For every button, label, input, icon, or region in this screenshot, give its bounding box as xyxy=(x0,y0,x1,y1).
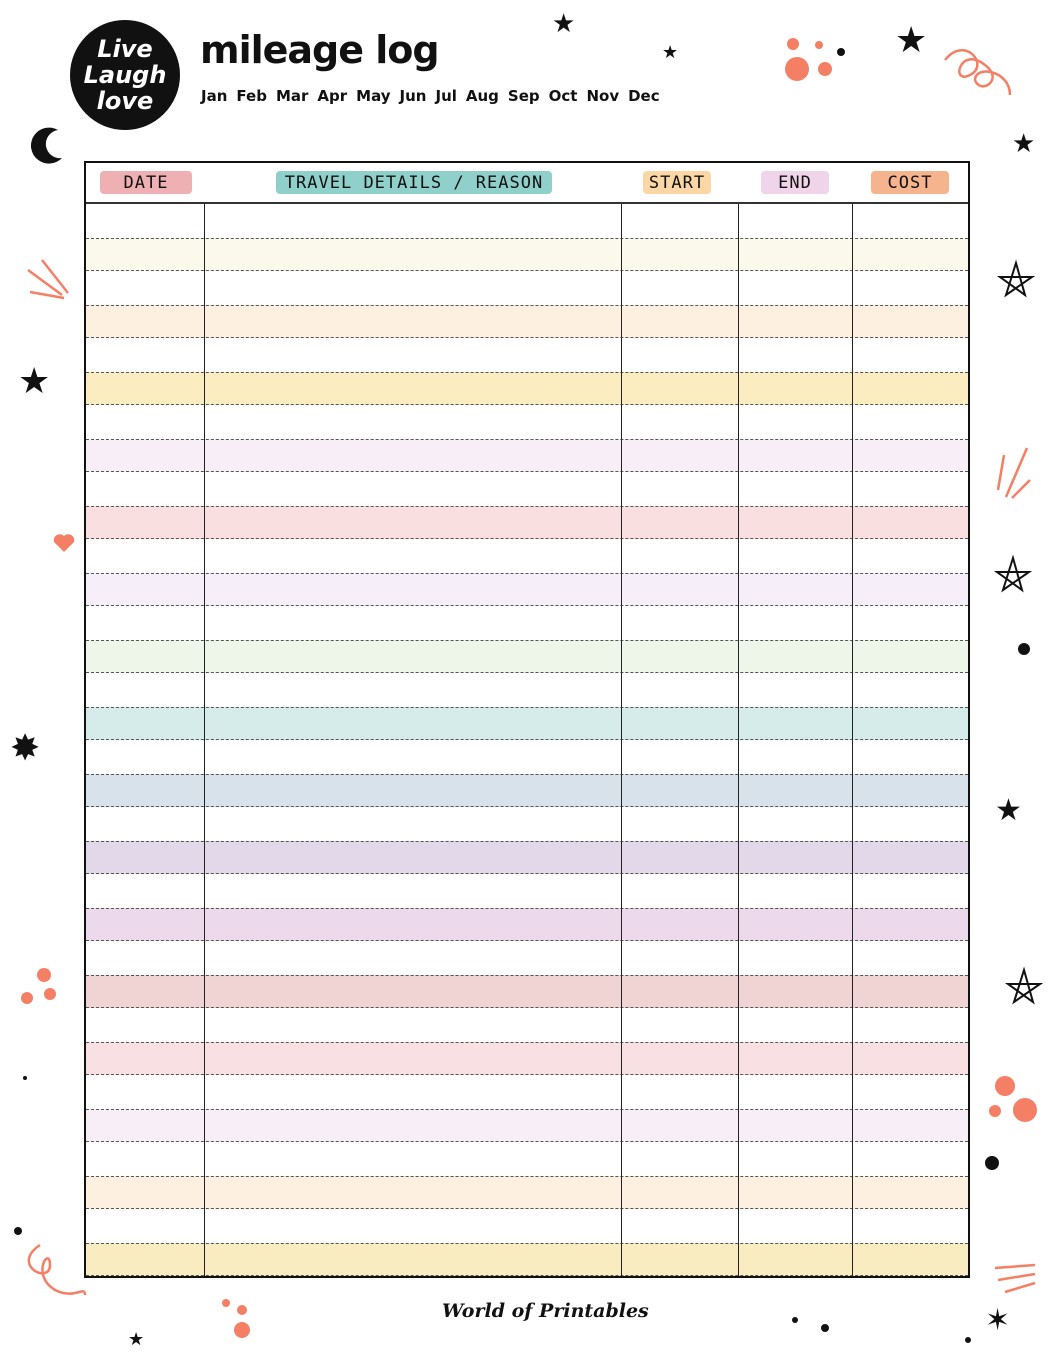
month-nov[interactable]: Nov xyxy=(586,87,620,105)
logo-text: love xyxy=(96,87,154,115)
month-oct[interactable]: Oct xyxy=(548,87,578,105)
month-aug[interactable]: Aug xyxy=(465,87,499,105)
month-feb[interactable]: Feb xyxy=(236,87,267,105)
header-end: END xyxy=(761,171,829,194)
month-jun[interactable]: Jun xyxy=(399,87,427,105)
star-icon: ★ xyxy=(895,20,928,61)
header-date: DATE xyxy=(100,171,192,194)
month-may[interactable]: May xyxy=(356,87,391,105)
header-start: START xyxy=(643,171,711,194)
month-jan[interactable]: Jan xyxy=(201,87,228,105)
month-sep[interactable]: Sep xyxy=(507,87,540,105)
star-icon: ★ xyxy=(552,9,576,39)
star-outline-icon xyxy=(1008,970,1040,1002)
star-icon: ★ xyxy=(662,42,679,63)
month-apr[interactable]: Apr xyxy=(317,87,348,105)
month-mar[interactable]: Mar xyxy=(275,87,309,105)
month-jul[interactable]: Jul xyxy=(435,87,457,105)
star-icon: ✸ xyxy=(10,728,41,769)
page-title: mileage log xyxy=(200,28,439,72)
star-icon: ★ xyxy=(995,793,1022,828)
star-outline-icon xyxy=(997,558,1029,590)
logo-text: Live xyxy=(97,35,153,63)
header-cost: COST xyxy=(871,171,949,194)
footer-brand: World of Printables xyxy=(442,1300,649,1322)
star-outline-icon xyxy=(1000,263,1032,295)
header-travel-details: TRAVEL DETAILS / REASON xyxy=(276,171,552,194)
star-icon: ✶ xyxy=(985,1303,1011,1338)
star-icon: ★ xyxy=(18,361,51,402)
star-icon: ★ xyxy=(128,1329,145,1350)
month-dec[interactable]: Dec xyxy=(628,87,660,105)
logo-text: Laugh xyxy=(83,61,167,89)
star-icon: ★ xyxy=(1012,129,1036,159)
